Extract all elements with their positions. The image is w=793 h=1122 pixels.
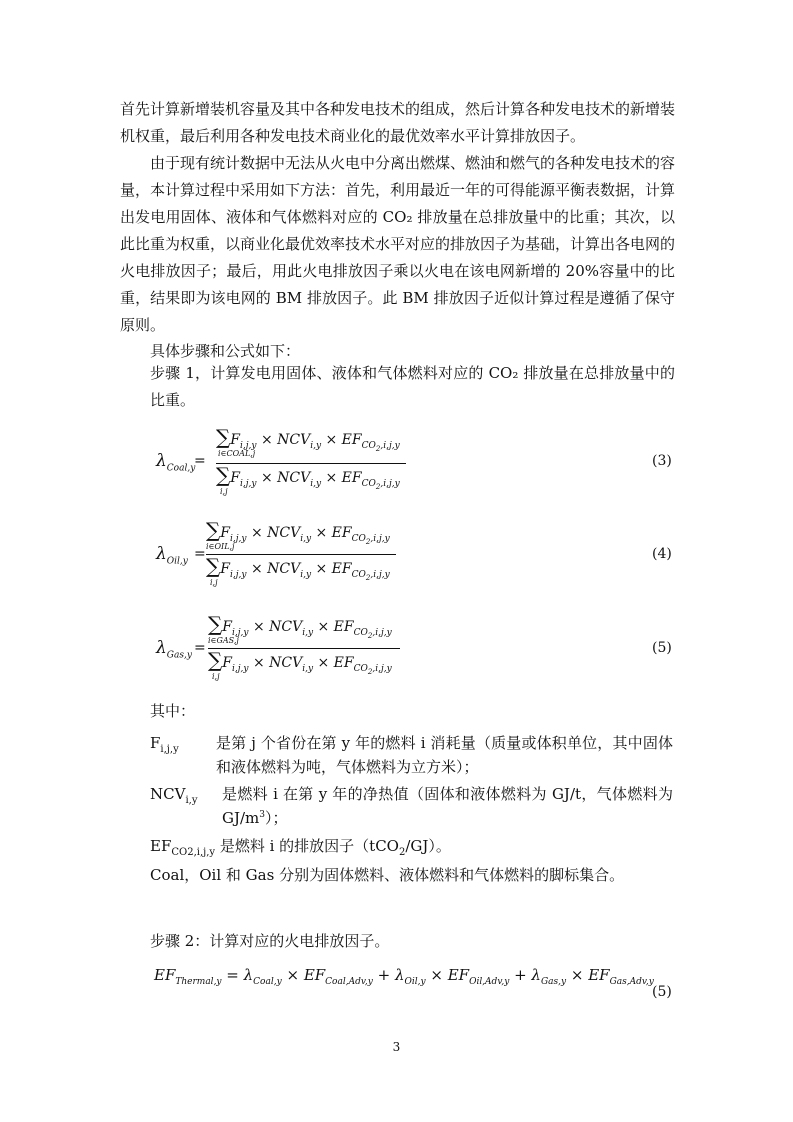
equation-number-4: (4): [652, 546, 672, 562]
definition-EF-line: $EF_{CO2,i,j,y}$ 是燃料 i 的排放因子（tCO$_2$/GJ）。: [150, 837, 451, 858]
equation-number-3: (3): [652, 453, 672, 469]
denominator-oil: $\sum F_{i,j,y} \times NCV_{i,y} \times EF_{CO_2,i,j,y}$: [206, 554, 390, 582]
sum-set-oil: i∈OIL,j: [206, 542, 235, 551]
definition-F-text: 是第 j 个省份在第 y 年的燃料 i 消耗量（质量或体积单位，其中固体和液体燃料为吨，气体燃料为立方米）；: [216, 734, 673, 776]
sum-all-gas: i,j: [212, 672, 220, 681]
equals-sign: =: [194, 453, 206, 469]
denominator-gas: $\sum F_{i,j,y} \times NCV_{i,y} \times EF_{CO_2,i,j,y}$: [208, 648, 392, 676]
sum-all-coal: i,j: [220, 487, 228, 496]
intro-paragraph-1: 首先计算新增装机容量及其中各种发电技术的组成，然后计算各种发电技术的新增装机权重，最后利用各种发电技术商业化的最优效率水平计算排放因子。: [120, 100, 676, 145]
definition-NCV-text: 是燃料 i 在第 y 年的净热值（固体和液体燃料为 GJ/t，气体燃料为 $GJ/m^3$）；: [222, 785, 673, 827]
sum-set-coal: i∈COAL,j: [218, 449, 256, 458]
intro-paragraph-2: 由于现有统计数据中无法从火电中分离出燃煤、燃油和燃气的各种发电技术的容量，本计算过程中采用如下方法：首先，利用最近一年的可得能源平衡表数据，计算出发电用固体、液体和气体燃料对应的 CO₂ 排放量在总排放量中的比重；其次，以此比重为权重，以商业化最优效率技术水平对应的排放因子为基础，计算出各电网的火电排放因子；最后，用此火电排放因子乘以火电在该电网新增的 20%容量中的比重，结果即为该电网的 BM 排放因子。此 BM 排放因子近似计算过程是遵循了保守原则。: [120, 154, 676, 334]
numerator-oil: $\sum F_{i,j,y} \times NCV_{i,y} \times EF_{CO_2,i,j,y}$: [206, 518, 390, 546]
step-2-text: 步骤 2：计算对应的火电排放因子。: [150, 932, 390, 950]
equals-sign: =: [194, 640, 206, 656]
where-label: 其中：: [150, 702, 196, 720]
sum-set-gas: i∈GAS,j: [208, 636, 239, 645]
lambda-oil: $\lambda_{Oil,y}$: [156, 544, 188, 567]
steps-heading: 具体步骤和公式如下：: [150, 342, 301, 360]
equation-number-5: (5): [652, 640, 672, 656]
lambda-coal: $\lambda_{Coal,y}$: [156, 451, 196, 474]
definition-EF: [150, 834, 675, 860]
numerator-gas: $\sum F_{i,j,y} \times NCV_{i,y} \times EF_{CO_2,i,j,y}$: [208, 612, 392, 640]
page-number: 3: [392, 1040, 401, 1054]
numerator-coal: $\sum F_{i,j,y} \times NCV_{i,y} \times EF_{CO_2,i,j,y}$: [216, 425, 400, 453]
definition-F: [150, 731, 675, 781]
denominator-coal: $\sum F_{i,j,y} \times NCV_{i,y} \times EF_{CO_2,i,j,y}$: [216, 463, 400, 491]
definition-NCV: [150, 782, 675, 832]
equation-thermal: $EF_{Thermal,y} = \lambda_{Coal,y} \times EF_{Coal,Adv,y} + \lambda_{Oil,y} \times EF_{Oil,Adv,y} + \lambda_{Gas,y} \times EF_{Gas,Adv,y}$: [154, 966, 654, 987]
equals-sign: =: [194, 546, 206, 562]
equation-number-thermal: (5): [652, 984, 672, 1000]
lambda-gas: $\lambda_{Gas,y}$: [156, 638, 192, 661]
sum-all-oil: i,j: [210, 578, 218, 587]
definition-NCV-term: $NCV_{i,y}$: [150, 785, 198, 806]
step-1-text: 步骤 1，计算发电用固体、液体和气体燃料对应的 CO₂ 排放量在总排放量中的比重。: [150, 364, 675, 409]
definition-F-term: $F_{i,j,y}$: [150, 734, 179, 755]
definition-sets: Coal，Oil 和 Gas 分别为固体燃料、液体燃料和气体燃料的脚标集合。: [150, 866, 625, 884]
